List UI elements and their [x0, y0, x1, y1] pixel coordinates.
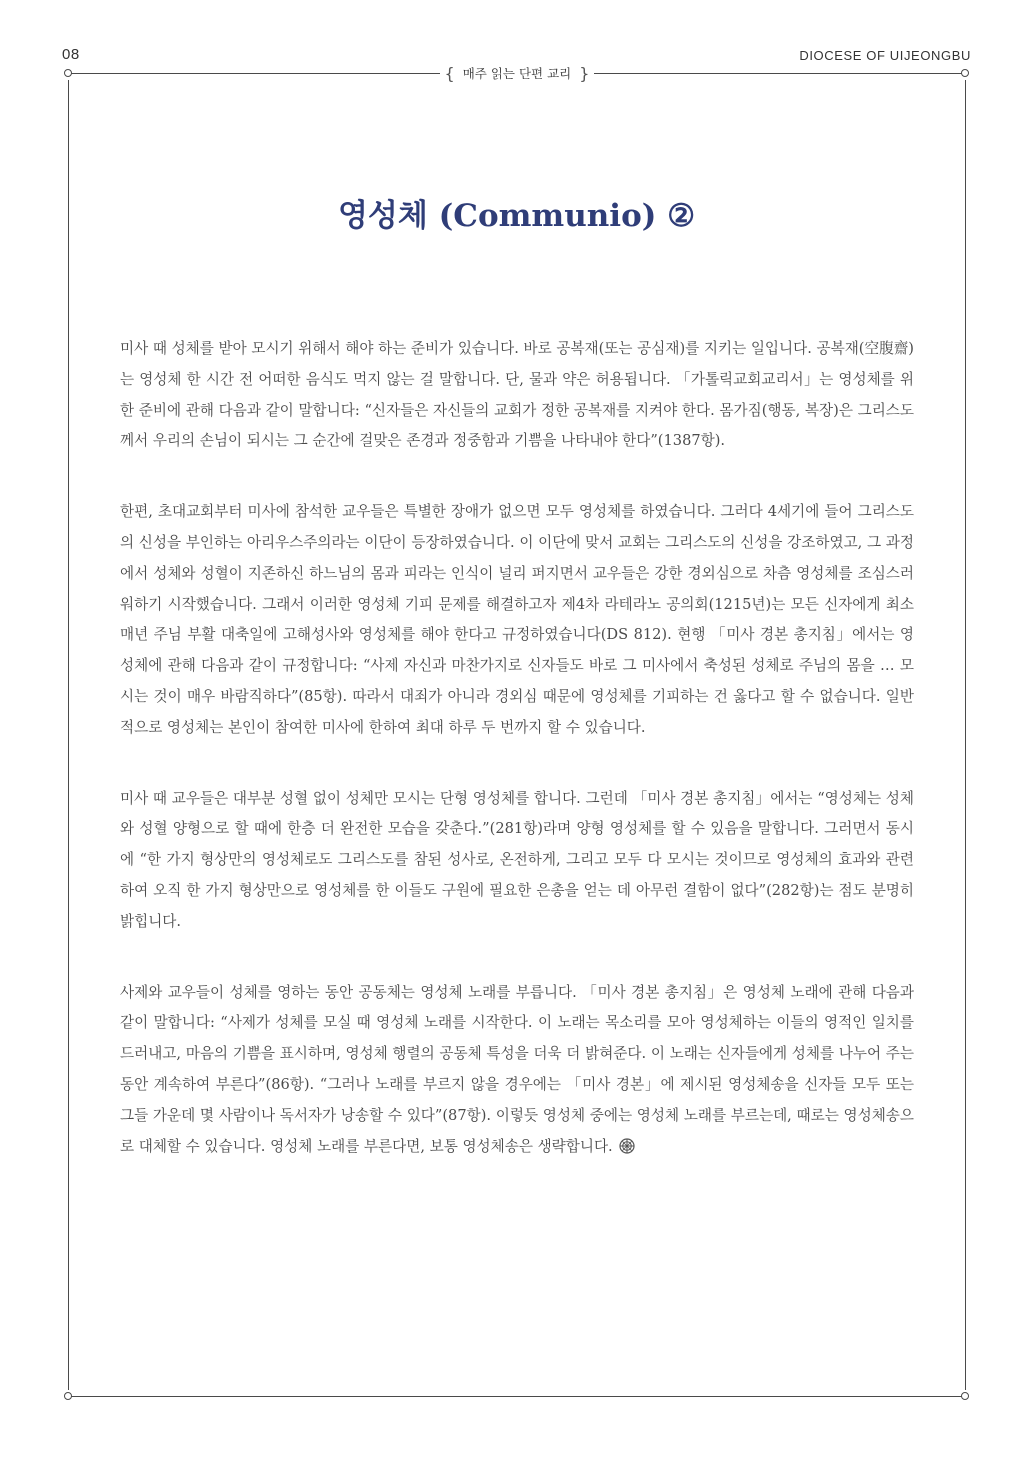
left-rule	[68, 80, 69, 1390]
corner-dot-bottom-right	[961, 1392, 969, 1400]
paragraph-4	[120, 978, 914, 1163]
bottom-rule	[68, 1396, 966, 1397]
brace-close: }	[579, 63, 590, 83]
article-body	[120, 334, 914, 1202]
corner-dot-top-right	[961, 69, 969, 77]
paragraph-4-text: 사제와 교우들이 성체를 영하는 동안 공동체는 영성체 노래를 부릅니다. 「미사 경본 총지침」은 영성체 노래에 관해 다음과 같이 말합니다: “사제가 성체를 모실 때 영성체 노래를 시작한다. 이 노래는 목소리를 모아 영성체하는 이들의 영적인 일치를 드러내고, 마음의 기쁨을 표시하며, 영성체 행렬의 공동체 특성을 더욱 더 밝혀준다. 이 노래는 신자들에게 성체를 나누어 주는 동안 계속하여 부른다”(86항). “그러나 노래를 부르지 않을 경우에는 「미사 경본」에 제시된 영성체송을 신자들 모두 또는 그들 가운데 몇 사람이나 독서자가 낭송할 수 있다”(87항). 이렇듯 영성체 중에는 영성체 노래를 부르는데, 때로는 영성체송으로 대체할 수 있습니다. 영성체 노래를 부른다면, 보통 영성체송은 생략합니다.	[120, 983, 914, 1155]
end-cross-emblem-icon	[619, 1138, 635, 1154]
article-title: 영성체 (Communio) ②	[337, 198, 696, 234]
paragraph-1: 미사 때 성체를 받아 모시기 위해서 해야 하는 준비가 있습니다. 바로 공복재(또는 공심재)를 지키는 일입니다. 공복재(空腹齋)는 영성체 한 시간 전 어떠한 음식도 먹지 않는 걸 말합니다. 단, 물과 약은 허용됩니다. 「가톨릭교회교리서」는 영성체를 위한 준비에 관해 다음과 같이 말합니다: “신자들은 자신들의 교회가 정한 공복재를 지켜야 한다. 몸가짐(행동, 복장)은 그리스도께서 우리의 손님이 되시는 그 순간에 걸맞은 존경과 정중함과 기쁨을 나타내야 한다”(1387항).	[120, 340, 914, 450]
brace-open: {	[444, 63, 455, 83]
paragraph-2: 한편, 초대교회부터 미사에 참석한 교우들은 특별한 장애가 없으면 모두 영성체를 하였습니다. 그러다 4세기에 들어 그리스도의 신성을 부인하는 아리우스주의라는 이단이 등장하였습니다. 이 이단에 맞서 교회는 그리스도의 신성을 강조하였고, 그 과정에서 성체와 성혈이 지존하신 하느님의 몸과 피라는 인식이 널리 퍼지면서 교우들은 강한 경외심으로 차츰 영성체를 조심스러워하기 시작했습니다. 그래서 이러한 영성체 기피 문제를 해결하고자 제4차 라테라노 공의회(1215년)는 모든 신자에게 최소 매년 주님 부활 대축일에 고해성사와 영성체를 해야 한다고 규정하였습니다(DS 812). 현행 「미사 경본 총지침」에서는 영성체에 관해 다음과 같이 규정합니다: “사제 자신과 마찬가지로 신자들도 바로 그 미사에서 축성된 성체로 주님의 몸을 … 모시는 것이 매우 바람직하다”(85항). 따라서 대죄가 아니라 경외심 때문에 영성체를 기피하는 건 옳다고 할 수 없습니다. 일반적으로 영성체는 본인이 참여한 미사에 한하여 최대 하루 두 번까지 할 수 있습니다.	[120, 503, 915, 736]
series-label: 매주 읽는 단편 교리	[462, 66, 572, 81]
paragraph-3: 미사 때 교우들은 대부분 성혈 없이 성체만 모시는 단형 영성체를 합니다. 그런데 「미사 경본 총지침」에서는 “영성체는 성체와 성혈 양형으로 할 때에 한층 더 완전한 모습을 갖춘다.”(281항)라며 양형 영성체를 할 수 있음을 말합니다. 그러면서 동시에 “한 가지 형상만의 영성체로도 그리스도를 참된 성사로, 온전하게, 그리고 모두 다 모시는 것이므로 영성체의 효과와 관련하여 오직 한 가지 형상만으로 영성체를 한 이들도 구원에 필요한 은총을 얻는 데 아무런 결함이 없다”(282항)는 점도 분명히 밝힙니다.	[120, 789, 914, 930]
corner-dot-bottom-left	[64, 1392, 72, 1400]
publisher-name: DIOCESE OF UIJEONGBU	[799, 48, 971, 63]
series-tag	[440, 62, 594, 84]
page-number: 08	[62, 46, 80, 63]
corner-dot-top-left	[64, 69, 72, 77]
right-rule	[965, 80, 966, 1390]
